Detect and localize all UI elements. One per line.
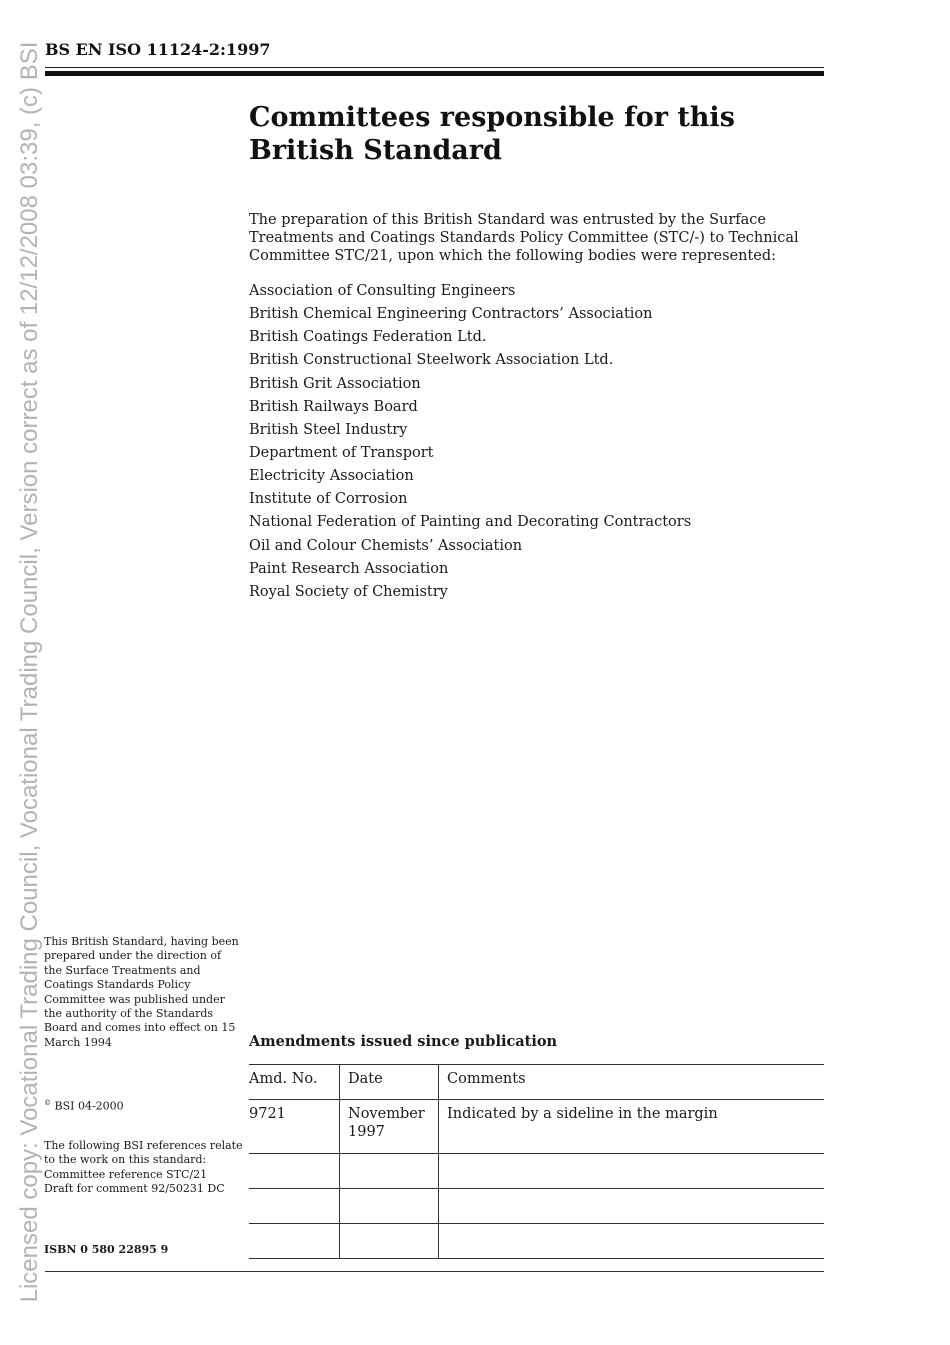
empty-cell xyxy=(249,1189,340,1224)
list-item: Electricity Association xyxy=(249,468,414,485)
empty-cell xyxy=(340,1154,439,1189)
empty-cell xyxy=(249,1154,340,1189)
list-item: Institute of Corrosion xyxy=(249,491,408,508)
references-intro: The following BSI references relate to the work on this standard: xyxy=(44,1139,243,1167)
list-item: Association of Consulting Engineers xyxy=(249,283,516,299)
list-item: British Railways Board xyxy=(249,398,418,415)
table-row-empty xyxy=(249,1189,824,1224)
amendments-heading: Amendments issued since publication xyxy=(249,1033,558,1050)
bsi-references xyxy=(44,1139,244,1197)
copyright-text: BSI 04-2000 xyxy=(54,1099,124,1113)
list-item: British Constructional Steelwork Association Ltd. xyxy=(249,352,614,369)
list-item: British Chemical Engineering Contractors’ Association xyxy=(249,306,653,323)
table-row xyxy=(249,1100,824,1154)
date-cell: November 1997 xyxy=(340,1100,439,1154)
amendments-table xyxy=(249,1064,824,1259)
list-item: National Federation of Painting and Decorating Contractors xyxy=(249,514,692,531)
table-row-empty xyxy=(249,1224,824,1259)
document-code: BS EN ISO 11124-2:1997 xyxy=(45,40,271,59)
watermark-text: Licensed copy: Vocational Trading Council, Vocational Trading Council, Version correct as of 12/12/2008 03:39, (c) BSI xyxy=(16,41,43,1303)
publication-note: This British Standard, having been prepared under the direction of the Surface Treatments and Coatings Standards Policy Committee was published under the authority of the Standards Board and comes into effect on 15 March 1994 xyxy=(44,935,239,1049)
isbn: ISBN 0 580 22895 9 xyxy=(44,1243,169,1256)
empty-cell xyxy=(340,1189,439,1224)
empty-cell xyxy=(249,1224,340,1259)
copyright-symbol: © xyxy=(44,1099,51,1107)
list-item: Oil and Colour Chemists’ Association xyxy=(249,537,523,554)
intro-paragraph: The preparation of this British Standard was entrusted by the Surface Treatments and Coatings Standards Policy Committee (STC/-) to Technical Committee STC/21, upon which the following bodies were represented: xyxy=(249,212,799,264)
table-row-empty xyxy=(249,1154,824,1189)
committee-reference: Committee reference STC/21 xyxy=(44,1167,208,1181)
list-item: British Grit Association xyxy=(249,375,421,392)
empty-cell xyxy=(439,1224,825,1259)
column-header-comments: Comments xyxy=(447,1071,526,1087)
column-header-date: Date xyxy=(340,1065,439,1100)
list-item: British Steel Industry xyxy=(249,421,408,438)
table-header-row xyxy=(249,1065,824,1100)
comments-cell: Indicated by a sideline in the margin xyxy=(447,1106,718,1122)
list-item: British Coatings Federation Ltd. xyxy=(249,329,487,346)
empty-cell xyxy=(439,1189,825,1224)
list-item: Department of Transport xyxy=(249,444,434,461)
draft-reference: Draft for comment 92/50231 DC xyxy=(44,1182,225,1196)
list-item: Royal Society of Chemistry xyxy=(249,583,448,600)
header-rule-thin xyxy=(45,67,824,68)
amd-no-cell: 9721 xyxy=(249,1100,340,1154)
copyright-line xyxy=(44,1096,124,1114)
footer-rule xyxy=(45,1271,824,1272)
column-header-amd-no: Amd. No. xyxy=(249,1065,340,1100)
empty-cell xyxy=(340,1224,439,1259)
header-rule-thick xyxy=(45,71,824,76)
page-title: Committees responsible for this British Standard xyxy=(249,102,735,166)
represented-bodies-list xyxy=(249,281,824,605)
empty-cell xyxy=(439,1154,825,1189)
list-item: Paint Research Association xyxy=(249,560,449,577)
